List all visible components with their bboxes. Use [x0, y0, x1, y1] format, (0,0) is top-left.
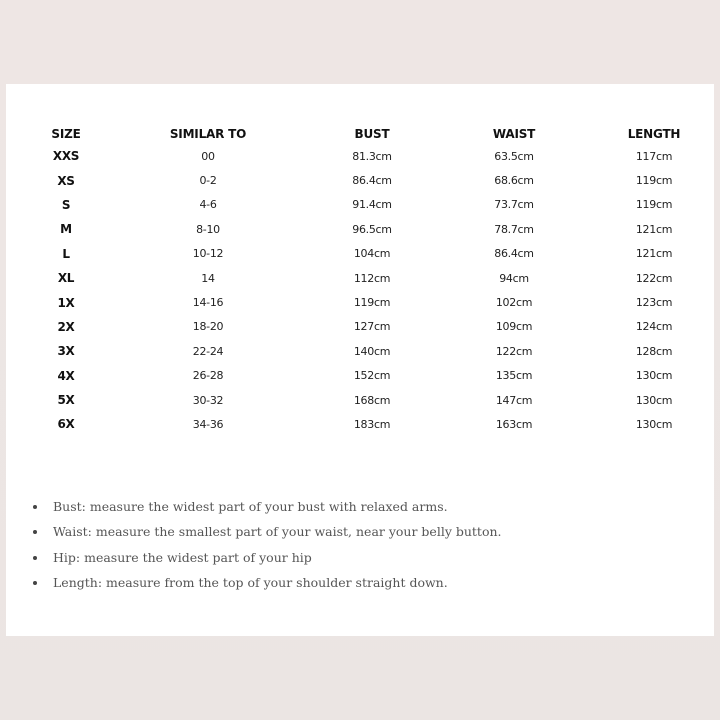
bust-cell: 183cm	[353, 417, 391, 431]
length-cell: 121cm	[635, 222, 673, 236]
table-row	[26, 412, 714, 436]
table-body	[26, 144, 714, 437]
length-cell: 128cm	[635, 344, 673, 358]
bust-cell: 168cm	[353, 393, 391, 407]
similar-to-cell: 14	[201, 271, 215, 285]
table-header-row	[26, 124, 714, 144]
similar-to-cell: 26-28	[192, 369, 224, 383]
waist-cell: 63.5cm	[494, 149, 534, 163]
size-cell: 2X	[57, 319, 75, 334]
waist-cell: 68.6cm	[494, 174, 534, 188]
size-cell: XL	[57, 271, 75, 286]
similar-to-cell: 10-12	[192, 247, 224, 261]
note-item	[33, 545, 502, 570]
table-row	[26, 217, 714, 241]
header-length: LENGTH	[627, 127, 681, 141]
bust-cell: 119cm	[353, 296, 391, 310]
length-cell: 124cm	[635, 320, 673, 334]
header-bust: BUST	[354, 127, 390, 141]
bust-cell: 127cm	[353, 320, 391, 334]
waist-cell: 147cm	[495, 393, 533, 407]
similar-to-cell: 4-6	[199, 198, 217, 212]
waist-cell: 102cm	[495, 296, 533, 310]
table-row	[26, 339, 714, 363]
length-cell: 119cm	[635, 198, 673, 212]
size-cell: XXS	[52, 149, 80, 164]
length-cell: 121cm	[635, 247, 673, 261]
similar-to-cell: 14-16	[192, 296, 224, 310]
header-size: SIZE	[51, 127, 81, 141]
length-cell: 130cm	[635, 417, 673, 431]
note-text: Hip: measure the widest part of your hip	[53, 549, 312, 565]
table-row	[26, 364, 714, 388]
waist-cell: 135cm	[495, 369, 533, 383]
similar-to-cell: 18-20	[192, 320, 224, 334]
table-row	[26, 242, 714, 266]
header-waist: WAIST	[492, 127, 536, 141]
bust-cell: 81.3cm	[352, 149, 392, 163]
bust-cell: 96.5cm	[352, 222, 392, 236]
table-row	[26, 168, 714, 192]
size-cell: XS	[57, 173, 75, 188]
waist-cell: 122cm	[495, 344, 533, 358]
length-cell: 117cm	[635, 149, 673, 163]
waist-cell: 73.7cm	[494, 198, 534, 212]
note-item	[33, 570, 502, 595]
similar-to-cell: 34-36	[192, 417, 224, 431]
note-item	[33, 519, 502, 544]
bust-cell: 91.4cm	[352, 198, 392, 212]
length-cell: 123cm	[635, 296, 673, 310]
table-row	[26, 266, 714, 290]
waist-cell: 94cm	[499, 271, 529, 285]
table-row	[26, 388, 714, 412]
similar-to-cell: 8-10	[196, 222, 220, 236]
waist-cell: 163cm	[495, 417, 533, 431]
length-cell: 122cm	[635, 271, 673, 285]
similar-to-cell: 22-24	[192, 344, 224, 358]
size-cell: 1X	[57, 295, 75, 310]
size-cell: 3X	[57, 344, 75, 359]
size-cell: L	[62, 246, 70, 261]
note-text: Waist: measure the smallest part of your waist, near your belly button.	[53, 524, 502, 540]
bullet-icon	[33, 556, 37, 560]
note-item	[33, 494, 502, 519]
bust-cell: 112cm	[353, 271, 391, 285]
length-cell: 119cm	[635, 174, 673, 188]
size-cell: S	[61, 197, 71, 212]
note-text: Bust: measure the widest part of your bust with relaxed arms.	[53, 499, 448, 514]
bullet-icon	[33, 505, 37, 509]
measurement-notes	[33, 494, 502, 595]
similar-to-cell: 30-32	[192, 393, 224, 407]
bust-cell: 152cm	[353, 369, 391, 383]
size-cell: 5X	[57, 393, 75, 408]
bust-cell: 140cm	[353, 344, 391, 358]
table-row	[26, 315, 714, 339]
bust-cell: 86.4cm	[352, 174, 392, 188]
length-cell: 130cm	[635, 393, 673, 407]
waist-cell: 78.7cm	[494, 222, 534, 236]
bullet-icon	[33, 530, 37, 534]
size-cell: M	[60, 222, 72, 237]
size-chart-table	[26, 124, 714, 437]
size-chart-card	[6, 84, 714, 636]
size-cell: 6X	[57, 417, 75, 432]
similar-to-cell: 0-2	[199, 174, 217, 188]
size-cell: 4X	[57, 368, 75, 383]
waist-cell: 109cm	[495, 320, 533, 334]
header-similar-to: SIMILAR TO	[169, 127, 247, 141]
similar-to-cell: 00	[201, 149, 215, 163]
waist-cell: 86.4cm	[494, 247, 534, 261]
table-row	[26, 144, 714, 168]
length-cell: 130cm	[635, 369, 673, 383]
table-row	[26, 290, 714, 314]
bust-cell: 104cm	[353, 247, 391, 261]
bullet-icon	[33, 581, 37, 585]
table-row	[26, 193, 714, 217]
note-text: Length: measure from the top of your shoulder straight down.	[53, 574, 448, 590]
